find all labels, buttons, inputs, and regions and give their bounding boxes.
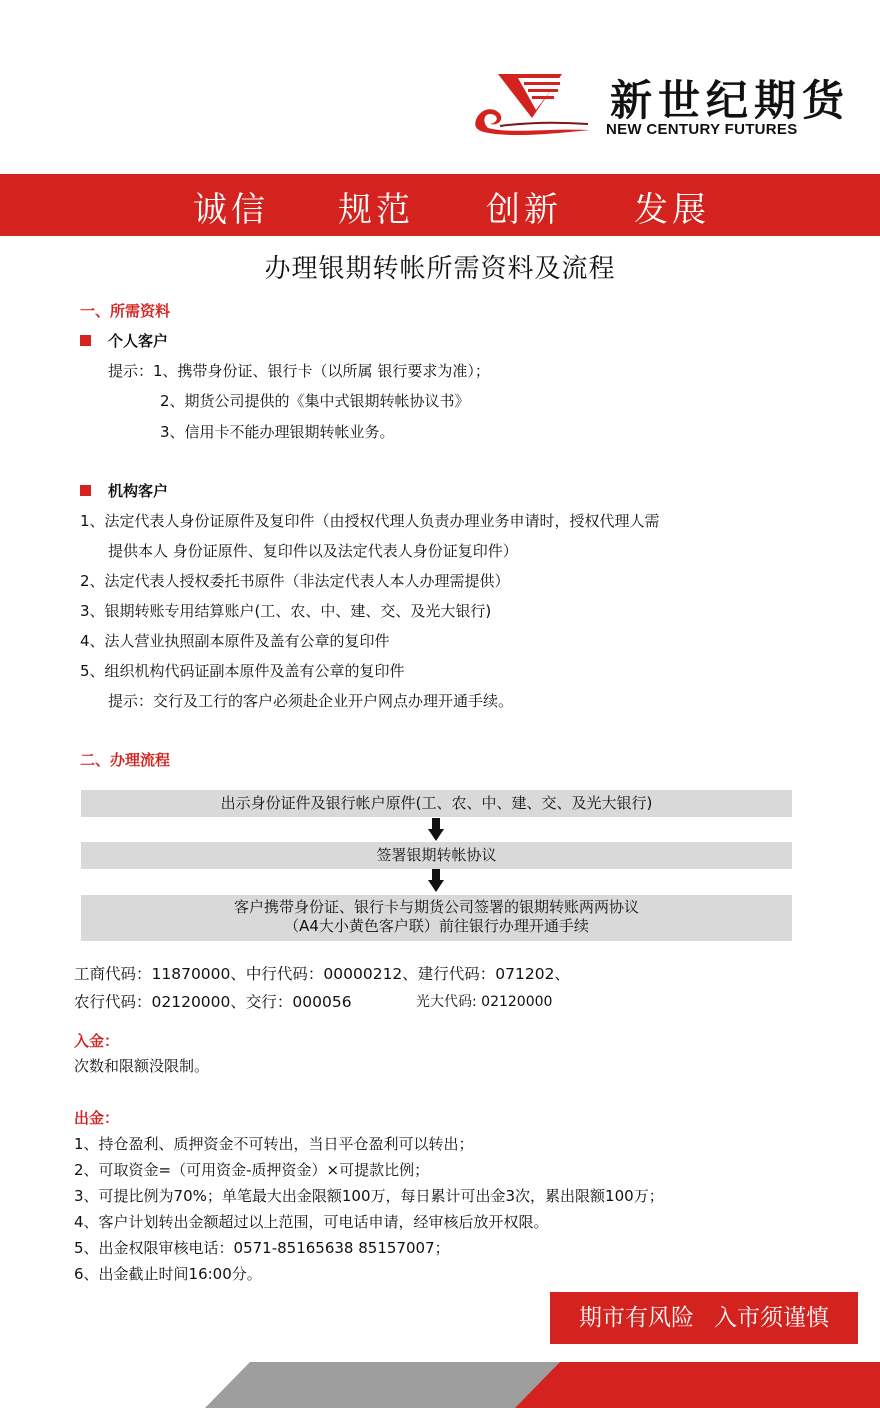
bank-code-everbright: 光大代码: 02120000 bbox=[416, 994, 553, 1010]
list-item: 6、出金截止时间16:00分。 bbox=[74, 1265, 262, 1283]
withdraw-label: 出金： bbox=[74, 1109, 120, 1127]
slogan-banner bbox=[0, 174, 880, 236]
risk-warning-box bbox=[550, 1292, 858, 1344]
deposit-text: 次数和限额没限制。 bbox=[74, 1057, 210, 1075]
list-item: 2、法定代表人授权委托书原件（非法定代表人本人办理需提供） bbox=[80, 572, 510, 590]
slogan-word: 创新 bbox=[486, 190, 562, 230]
company-logo-chinese: 新世纪期货 bbox=[610, 76, 851, 125]
footer-stripe-decoration bbox=[0, 1362, 880, 1408]
list-item: 提示：1、携带身份证、银行卡（以所属 银行要求为准）； bbox=[108, 362, 490, 380]
process-step: 出示身份证件及银行帐户原件(工、农、中、建、交、及光大银行) bbox=[81, 790, 792, 817]
list-item: 5、出金权限审核电话：0571-85165638 85157007； bbox=[74, 1239, 450, 1257]
square-bullet-icon bbox=[80, 335, 91, 346]
section-heading-materials: 一、所需资料 bbox=[80, 302, 171, 320]
slogan-word: 发展 bbox=[634, 190, 710, 230]
risk-warning-left: 期市有风险 bbox=[579, 1305, 694, 1331]
list-item: 2、可取资金=（可用资金-质押资金）×可提款比例； bbox=[74, 1161, 430, 1179]
slogan-word: 诚信 bbox=[193, 190, 269, 230]
list-item: 4、客户计划转出金额超过以上范围，可电话申请，经审核后放开权限。 bbox=[74, 1213, 549, 1231]
process-step bbox=[81, 895, 792, 941]
process-step-line: （A4大小黄色客户联）前往银行办理开通手续 bbox=[284, 917, 589, 935]
list-item: 1、持仓盈利、质押资金不可转出，当日平仓盈利可以转出； bbox=[74, 1135, 474, 1153]
list-item: 3、信用卡不能办理银期转帐业务。 bbox=[160, 423, 395, 441]
list-item: 3、可提比例为70%；单笔最大出金限额100万，每日累计可出金3次，累出限额100万； bbox=[74, 1187, 664, 1205]
bank-codes-line: 农行代码：02120000、交行：000056 bbox=[74, 993, 352, 1011]
list-item: 3、银期转账专用结算账户(工、农、中、建、交、及光大银行) bbox=[80, 602, 492, 620]
process-step: 签署银期转帐协议 bbox=[81, 842, 792, 869]
subsection-institutional bbox=[80, 480, 168, 501]
section-heading-process: 二、办理流程 bbox=[80, 751, 171, 769]
company-logo-english: NEW CENTURY FUTURES bbox=[606, 121, 798, 138]
process-step-line: 客户携带身份证、银行卡与期货公司签署的银期转账两两协议 bbox=[233, 898, 639, 916]
list-item: 1、法定代表人身份证原件及复印件（由授权代理人负责办理业务申请时，授权代理人需 bbox=[80, 512, 660, 530]
square-bullet-icon bbox=[80, 485, 91, 496]
list-item: 2、期货公司提供的《集中式银期转帐协议书》 bbox=[160, 392, 470, 410]
risk-warning-right: 入市须谨慎 bbox=[714, 1305, 829, 1331]
list-item: 提供本人 身份证原件、复印件以及法定代表人身份证复印件） bbox=[108, 542, 518, 560]
subsection-personal bbox=[80, 330, 168, 351]
deposit-label: 入金： bbox=[74, 1032, 120, 1050]
note-line: 提示：交行及工行的客户必须赴企业开户网点办理开通手续。 bbox=[108, 692, 514, 710]
slogan-word: 规范 bbox=[338, 190, 414, 230]
subsection-label: 个人客户 bbox=[108, 332, 169, 350]
list-item: 5、组织机构代码证副本原件及盖有公章的复印件 bbox=[80, 662, 405, 680]
arrow-down-icon bbox=[428, 869, 444, 893]
arrow-down-icon bbox=[428, 818, 444, 842]
company-logo-emblem bbox=[470, 70, 595, 140]
list-item: 4、法人营业执照副本原件及盖有公章的复印件 bbox=[80, 632, 390, 650]
subsection-label: 机构客户 bbox=[108, 482, 169, 500]
page-title: 办理银期转帐所需资料及流程 bbox=[264, 254, 616, 284]
bank-codes-line: 工商代码：11870000、中行代码：00000212、建行代码：071202、 bbox=[74, 965, 570, 983]
